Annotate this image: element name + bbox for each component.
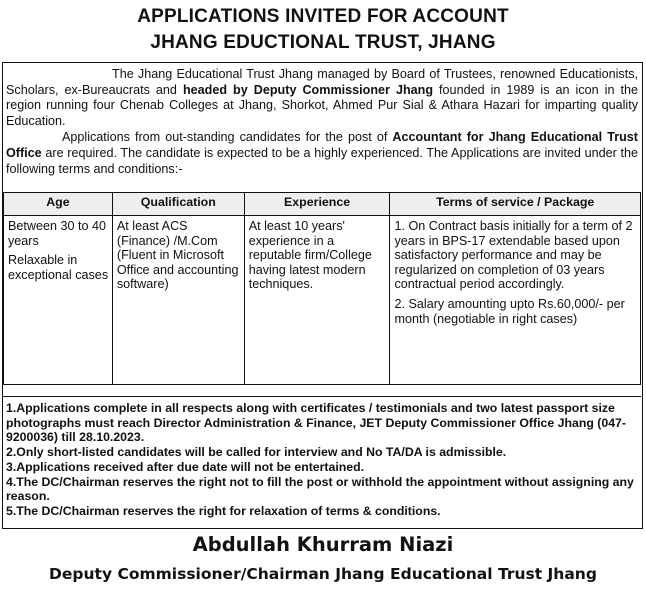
terms-item-1: 1. On Contract basis initially for a term of 2 years in BPS-17 extendable based upon satisfactory performance and may be regularized on completion of 03 years contractual period accordingly. — [394, 219, 633, 292]
cell-experience: At least 10 years' experience in a reputable firm/College having latest modern techniques. — [244, 216, 390, 385]
rules-section — [3, 396, 641, 519]
header-qualification: Qualification — [112, 193, 244, 216]
heading-line-1: APPLICATIONS INVITED FOR ACCOUNT — [137, 6, 509, 27]
table-row — [4, 216, 641, 385]
heading-line-2: JHANG EDUCTIONAL TRUST, JHANG — [150, 32, 496, 53]
terms-table — [3, 192, 641, 385]
intro-p2-end: are required. The candidate is expected to be a highly experienced. The Applications are invited under the following terms and conditions:- — [6, 145, 638, 176]
signatory-name: Abdullah Khurram Niazi — [192, 533, 454, 556]
intro-p1-bold: headed by Deputy Commissioner Jhang — [182, 82, 434, 97]
intro-p1-end: founded in 1989 is an icon in the region running four Chenab Colleges at Jhang, Shorkot, Ahmed Pur Sial & Athara Hazari for imparting quality Education. — [6, 82, 638, 128]
cell-terms — [390, 216, 641, 385]
intro-section — [3, 63, 642, 177]
intro-p2-bold: Accountant for Jhang Educational Trust Office — [6, 130, 638, 160]
advertisement-frame — [2, 62, 643, 529]
header-age: Age — [4, 193, 113, 216]
rule-item: 3.Applications received after due date will not be entertained. — [6, 459, 365, 474]
rule-item: 2.Only short-listed candidates will be called for interview and No TA/DA is admissible. — [6, 445, 507, 460]
cell-qualification: At least ACS (Finance) /M.Com (Fluent in Microsoft Office and accounting software) — [112, 216, 244, 385]
header-experience: Experience — [244, 193, 390, 216]
intro-paragraph-1 — [6, 67, 638, 129]
age-relaxation: Relaxable in exceptional cases — [8, 253, 109, 282]
intro-p1-start: The Jhang Educational Trust Jhang managed by Board of Trustees, renowned Educationists, Scholars, ex-Bureaucrats and — [6, 67, 638, 97]
rule-item: 4.The DC/Chairman reserves the right not to fill the post or withhold the appointment without assigning any reason. — [6, 474, 634, 504]
intro-paragraph-2 — [6, 130, 638, 177]
rule-item: 1.Applications complete in all respects along with certificates / testimonials and two latest passport size photographs must reach Director Administration & Finance, JET Deputy Commissioner Office Jhang (047-9200036) till 28.10.2023. — [6, 401, 626, 445]
age-range: Between 30 to 40 years — [8, 219, 107, 248]
terms-item-2: 2. Salary amounting upto Rs.60,000/- per month (negotiable in right cases) — [394, 296, 625, 326]
signatory-designation: Deputy Commissioner/Chairman Jhang Educational Trust Jhang — [49, 565, 597, 583]
intro-p2-start: Applications from out-standing candidates for the post of — [62, 130, 393, 145]
rule-item: 5.The DC/Chairman reserves the right for relaxation of terms & conditions. — [6, 503, 441, 518]
header-terms: Terms of service / Package — [390, 193, 641, 216]
table-header-row — [4, 193, 641, 216]
cell-age — [4, 216, 113, 385]
